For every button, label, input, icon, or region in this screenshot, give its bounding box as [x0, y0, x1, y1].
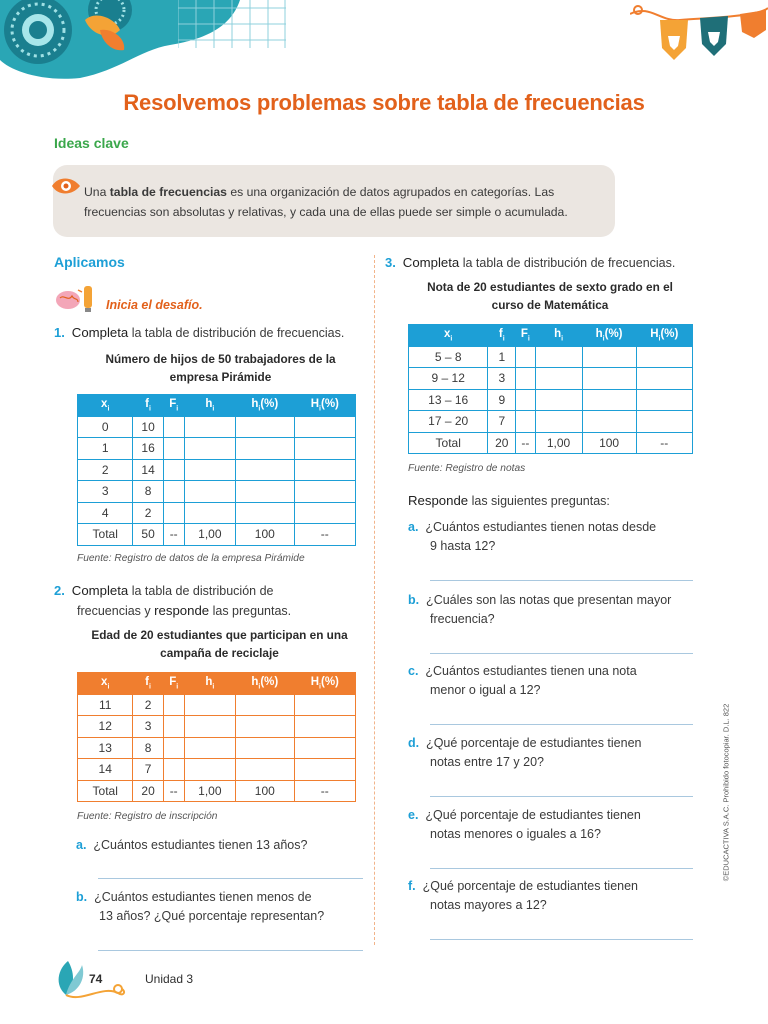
- table-3-source: Fuente: Registro de notas: [408, 463, 526, 474]
- table-3-cell: --: [516, 432, 535, 454]
- table-3-cell[interactable]: [516, 389, 535, 411]
- table-2-cell[interactable]: [184, 716, 235, 738]
- table-row: [78, 481, 356, 503]
- bunting-decoration: [630, 0, 768, 64]
- table-3-header-4: $h_i(\%)$: [582, 325, 636, 347]
- table-2-cell: 12: [78, 716, 133, 738]
- table-2-header-1: $f_i$: [133, 673, 163, 695]
- table-1-cell: 100: [235, 524, 294, 546]
- table-3-cell[interactable]: [535, 389, 582, 411]
- table-1-cell[interactable]: [294, 416, 355, 438]
- table-row: [409, 368, 693, 390]
- table-1-cell: 10: [133, 416, 163, 438]
- table-3-cell: 1,00: [535, 432, 582, 454]
- table-2-source: Fuente: Registro de inscripción: [77, 811, 218, 822]
- table-row: [78, 524, 356, 546]
- table-3-cell: 5 – 8: [409, 346, 488, 368]
- table-1-cell[interactable]: [235, 416, 294, 438]
- table-1-cell[interactable]: [294, 438, 355, 460]
- table-2-cell[interactable]: [184, 737, 235, 759]
- table-3-cell[interactable]: [516, 368, 535, 390]
- table-2-header-4: $h_i(\%)$: [235, 673, 294, 695]
- table-2-cell[interactable]: [294, 716, 355, 738]
- table-3-cell[interactable]: [582, 368, 636, 390]
- answer-line-2a[interactable]: [98, 878, 363, 879]
- table-2: [77, 672, 356, 802]
- table-1-cell[interactable]: [163, 416, 184, 438]
- table-1-cell[interactable]: [163, 459, 184, 481]
- table-1-cell[interactable]: [163, 502, 184, 524]
- table-1-cell: 3: [78, 481, 133, 503]
- table-1-cell[interactable]: [235, 502, 294, 524]
- table-3-header-3: $h_i$: [535, 325, 582, 347]
- table-row: [78, 759, 356, 781]
- table-3-cell: 100: [582, 432, 636, 454]
- table-2-cell: 7: [133, 759, 163, 781]
- answer-line-3a[interactable]: [430, 580, 693, 581]
- table-1-cell[interactable]: [184, 459, 235, 481]
- table-3-cell[interactable]: [582, 411, 636, 433]
- question-3-prompt: 3. Completa la tabla de distribución de frecuencias.: [385, 255, 676, 270]
- question-2b: b. ¿Cuántos estudiantes tienen menos de 13 años? ¿Qué porcentaje representan?: [76, 890, 325, 923]
- table-2-cell: 13: [78, 737, 133, 759]
- answer-line-3d[interactable]: [430, 796, 693, 797]
- table-1-source: Fuente: Registro de datos de la empresa Pirámide: [77, 553, 305, 564]
- table-2-cell[interactable]: [235, 759, 294, 781]
- table-3-cell[interactable]: [535, 411, 582, 433]
- grid-decoration: [178, 0, 286, 48]
- table-3-header-2: $F_i$: [516, 325, 535, 347]
- table-1-cell[interactable]: [235, 481, 294, 503]
- table-1-header-0: $x_i$: [78, 395, 133, 417]
- table-3-cell[interactable]: [535, 368, 582, 390]
- table-2-header-5: $H_i(\%)$: [294, 673, 355, 695]
- brain-lightbulb-icon: [54, 282, 96, 314]
- table-3-cell[interactable]: [636, 411, 692, 433]
- table-3-cell: 7: [488, 411, 516, 433]
- table-3-header-0: $x_i$: [409, 325, 488, 347]
- question-3d: d. ¿Qué porcentaje de estudiantes tienen notas entre 17 y 20?: [408, 736, 642, 769]
- table-2-cell[interactable]: [184, 759, 235, 781]
- table-3-header-1: $f_i$: [488, 325, 516, 347]
- unit-label: Unidad 3: [145, 972, 194, 986]
- table-2-cell: 3: [133, 716, 163, 738]
- table-1-cell: 14: [133, 459, 163, 481]
- table-1-cell[interactable]: [184, 481, 235, 503]
- question-3e: e. ¿Qué porcentaje de estudiantes tienen notas menores o iguales a 16?: [408, 808, 641, 841]
- table-1-cell: 50: [133, 524, 163, 546]
- column-divider: [374, 255, 375, 945]
- table-2-cell[interactable]: [235, 694, 294, 716]
- table-1-cell[interactable]: [235, 438, 294, 460]
- table-2-header-2: $F_i$: [163, 673, 184, 695]
- table-row: [78, 780, 356, 802]
- page-number: 74: [89, 972, 103, 986]
- copyright-note: ©EDUCACTIVA S.A.C. Prohibido fotocopiar. D.L. 822: [721, 703, 731, 882]
- table-row: [409, 432, 693, 454]
- table-2-cell: Total: [78, 780, 133, 802]
- table-3-cell[interactable]: [516, 346, 535, 368]
- table-1-header-5: $H_i(\%)$: [294, 395, 355, 417]
- table-row: [409, 389, 693, 411]
- table-1-cell[interactable]: [294, 502, 355, 524]
- table-3-cell: 1: [488, 346, 516, 368]
- table-2-cell[interactable]: [163, 716, 184, 738]
- table-2-cell[interactable]: [163, 759, 184, 781]
- ideas-clave-heading: Ideas clave: [54, 135, 129, 151]
- table-2-cell: 8: [133, 737, 163, 759]
- table-1-cell: 0: [78, 416, 133, 438]
- table-3-cell: 17 – 20: [409, 411, 488, 433]
- ideas-clave-text: Una tabla de frecuencias es una organización de datos agrupados en categorías. Las frecuencias son absolutas y relativas, y cada una de ellas puede ser simple o acumulada.: [84, 185, 568, 219]
- table-1-header-1: $f_i$: [133, 395, 163, 417]
- table-2-cell: 100: [235, 780, 294, 802]
- question-3f: f. ¿Qué porcentaje de estudiantes tienen notas mayores a 12?: [408, 879, 639, 912]
- answer-line-3e[interactable]: [430, 868, 693, 869]
- table-3: [408, 324, 693, 454]
- question-2a: a. ¿Cuántos estudiantes tienen 13 años?: [76, 838, 308, 852]
- table-2-cell[interactable]: [163, 737, 184, 759]
- table-row: [78, 438, 356, 460]
- table-3-cell[interactable]: [582, 389, 636, 411]
- table-row: [78, 416, 356, 438]
- question-3b: b. ¿Cuáles son las notas que presentan mayor frecuencia?: [408, 593, 672, 626]
- table-1-cell[interactable]: [184, 416, 235, 438]
- table-2-caption: Edad de 20 estudiantes que participan en una campaña de reciclaje: [91, 628, 348, 660]
- table-3-cell[interactable]: [636, 346, 692, 368]
- table-1-cell: Total: [78, 524, 133, 546]
- table-1-cell: 1: [78, 438, 133, 460]
- table-2-cell: 20: [133, 780, 163, 802]
- table-2-cell[interactable]: [294, 737, 355, 759]
- table-1-header-4: $h_i(\%)$: [235, 395, 294, 417]
- table-row: [78, 737, 356, 759]
- table-2-cell: 2: [133, 694, 163, 716]
- table-1-header-3: $h_i$: [184, 395, 235, 417]
- question-2-prompt: 2. Completa la tabla de distribución de frecuencias y responde las preguntas.: [54, 583, 292, 618]
- responde-prompt: Responde las siguientes preguntas:: [408, 493, 610, 508]
- table-1-cell[interactable]: [163, 438, 184, 460]
- table-3-header-5: $H_i(\%)$: [636, 325, 692, 347]
- table-1-caption: Número de hijos de 50 trabajadores de la empresa Pirámide: [105, 352, 336, 384]
- table-1-cell[interactable]: [235, 459, 294, 481]
- table-row: [409, 346, 693, 368]
- table-2-cell[interactable]: [294, 759, 355, 781]
- table-3-cell: 3: [488, 368, 516, 390]
- question-3c: c. ¿Cuántos estudiantes tienen una nota menor o igual a 12?: [408, 664, 637, 697]
- table-3-cell[interactable]: [636, 368, 692, 390]
- table-2-cell: 14: [78, 759, 133, 781]
- table-1-cell: 4: [78, 502, 133, 524]
- table-2-cell[interactable]: [294, 694, 355, 716]
- question-1-prompt: 1. Completa la tabla de distribución de frecuencias.: [54, 325, 345, 340]
- table-1: [77, 394, 356, 546]
- table-1-cell[interactable]: [163, 481, 184, 503]
- table-3-cell: 9: [488, 389, 516, 411]
- table-2-cell[interactable]: [163, 694, 184, 716]
- table-3-cell: Total: [409, 432, 488, 454]
- table-1-cell: --: [163, 524, 184, 546]
- table-3-caption: Nota de 20 estudiantes de sexto grado en el curso de Matemática: [427, 280, 673, 312]
- table-row: [78, 694, 356, 716]
- table-2-header-3: $h_i$: [184, 673, 235, 695]
- table-1-cell[interactable]: [184, 438, 235, 460]
- table-3-cell[interactable]: [516, 411, 535, 433]
- eye-icon: [50, 174, 82, 198]
- table-2-cell: 11: [78, 694, 133, 716]
- table-3-cell[interactable]: [535, 346, 582, 368]
- answer-line-3b[interactable]: [430, 653, 693, 654]
- answer-line-3c[interactable]: [430, 724, 693, 725]
- table-1-cell[interactable]: [294, 481, 355, 503]
- table-1-cell: 2: [133, 502, 163, 524]
- table-row: [78, 502, 356, 524]
- table-1-cell[interactable]: [294, 459, 355, 481]
- desafio-label: Inicia el desafío.: [106, 298, 203, 312]
- table-2-cell: --: [163, 780, 184, 802]
- table-2-cell: --: [294, 780, 355, 802]
- answer-line-2b[interactable]: [98, 950, 363, 951]
- question-3a: a. ¿Cuántos estudiantes tienen notas desde 9 hasta 12?: [408, 520, 657, 553]
- table-3-cell: --: [636, 432, 692, 454]
- table-row: [78, 716, 356, 738]
- table-2-cell: 1,00: [184, 780, 235, 802]
- table-1-cell: 8: [133, 481, 163, 503]
- answer-line-3f[interactable]: [430, 939, 693, 940]
- table-row: [409, 411, 693, 433]
- table-1-cell: 2: [78, 459, 133, 481]
- table-1-cell: 16: [133, 438, 163, 460]
- table-1-cell: --: [294, 524, 355, 546]
- table-row: [78, 459, 356, 481]
- table-3-cell: 13 – 16: [409, 389, 488, 411]
- table-2-cell[interactable]: [235, 716, 294, 738]
- table-1-cell[interactable]: [184, 502, 235, 524]
- table-3-cell: 9 – 12: [409, 368, 488, 390]
- table-2-cell[interactable]: [235, 737, 294, 759]
- aplicamos-heading: Aplicamos: [54, 254, 125, 270]
- table-2-header-0: $x_i$: [78, 673, 133, 695]
- table-1-cell: 1,00: [184, 524, 235, 546]
- table-1-header-2: $F_i$: [163, 395, 184, 417]
- table-3-cell[interactable]: [582, 346, 636, 368]
- table-2-cell[interactable]: [184, 694, 235, 716]
- table-3-cell: 20: [488, 432, 516, 454]
- table-3-cell[interactable]: [636, 389, 692, 411]
- page-title: Resolvemos problemas sobre tabla de frecuencias: [123, 90, 645, 115]
